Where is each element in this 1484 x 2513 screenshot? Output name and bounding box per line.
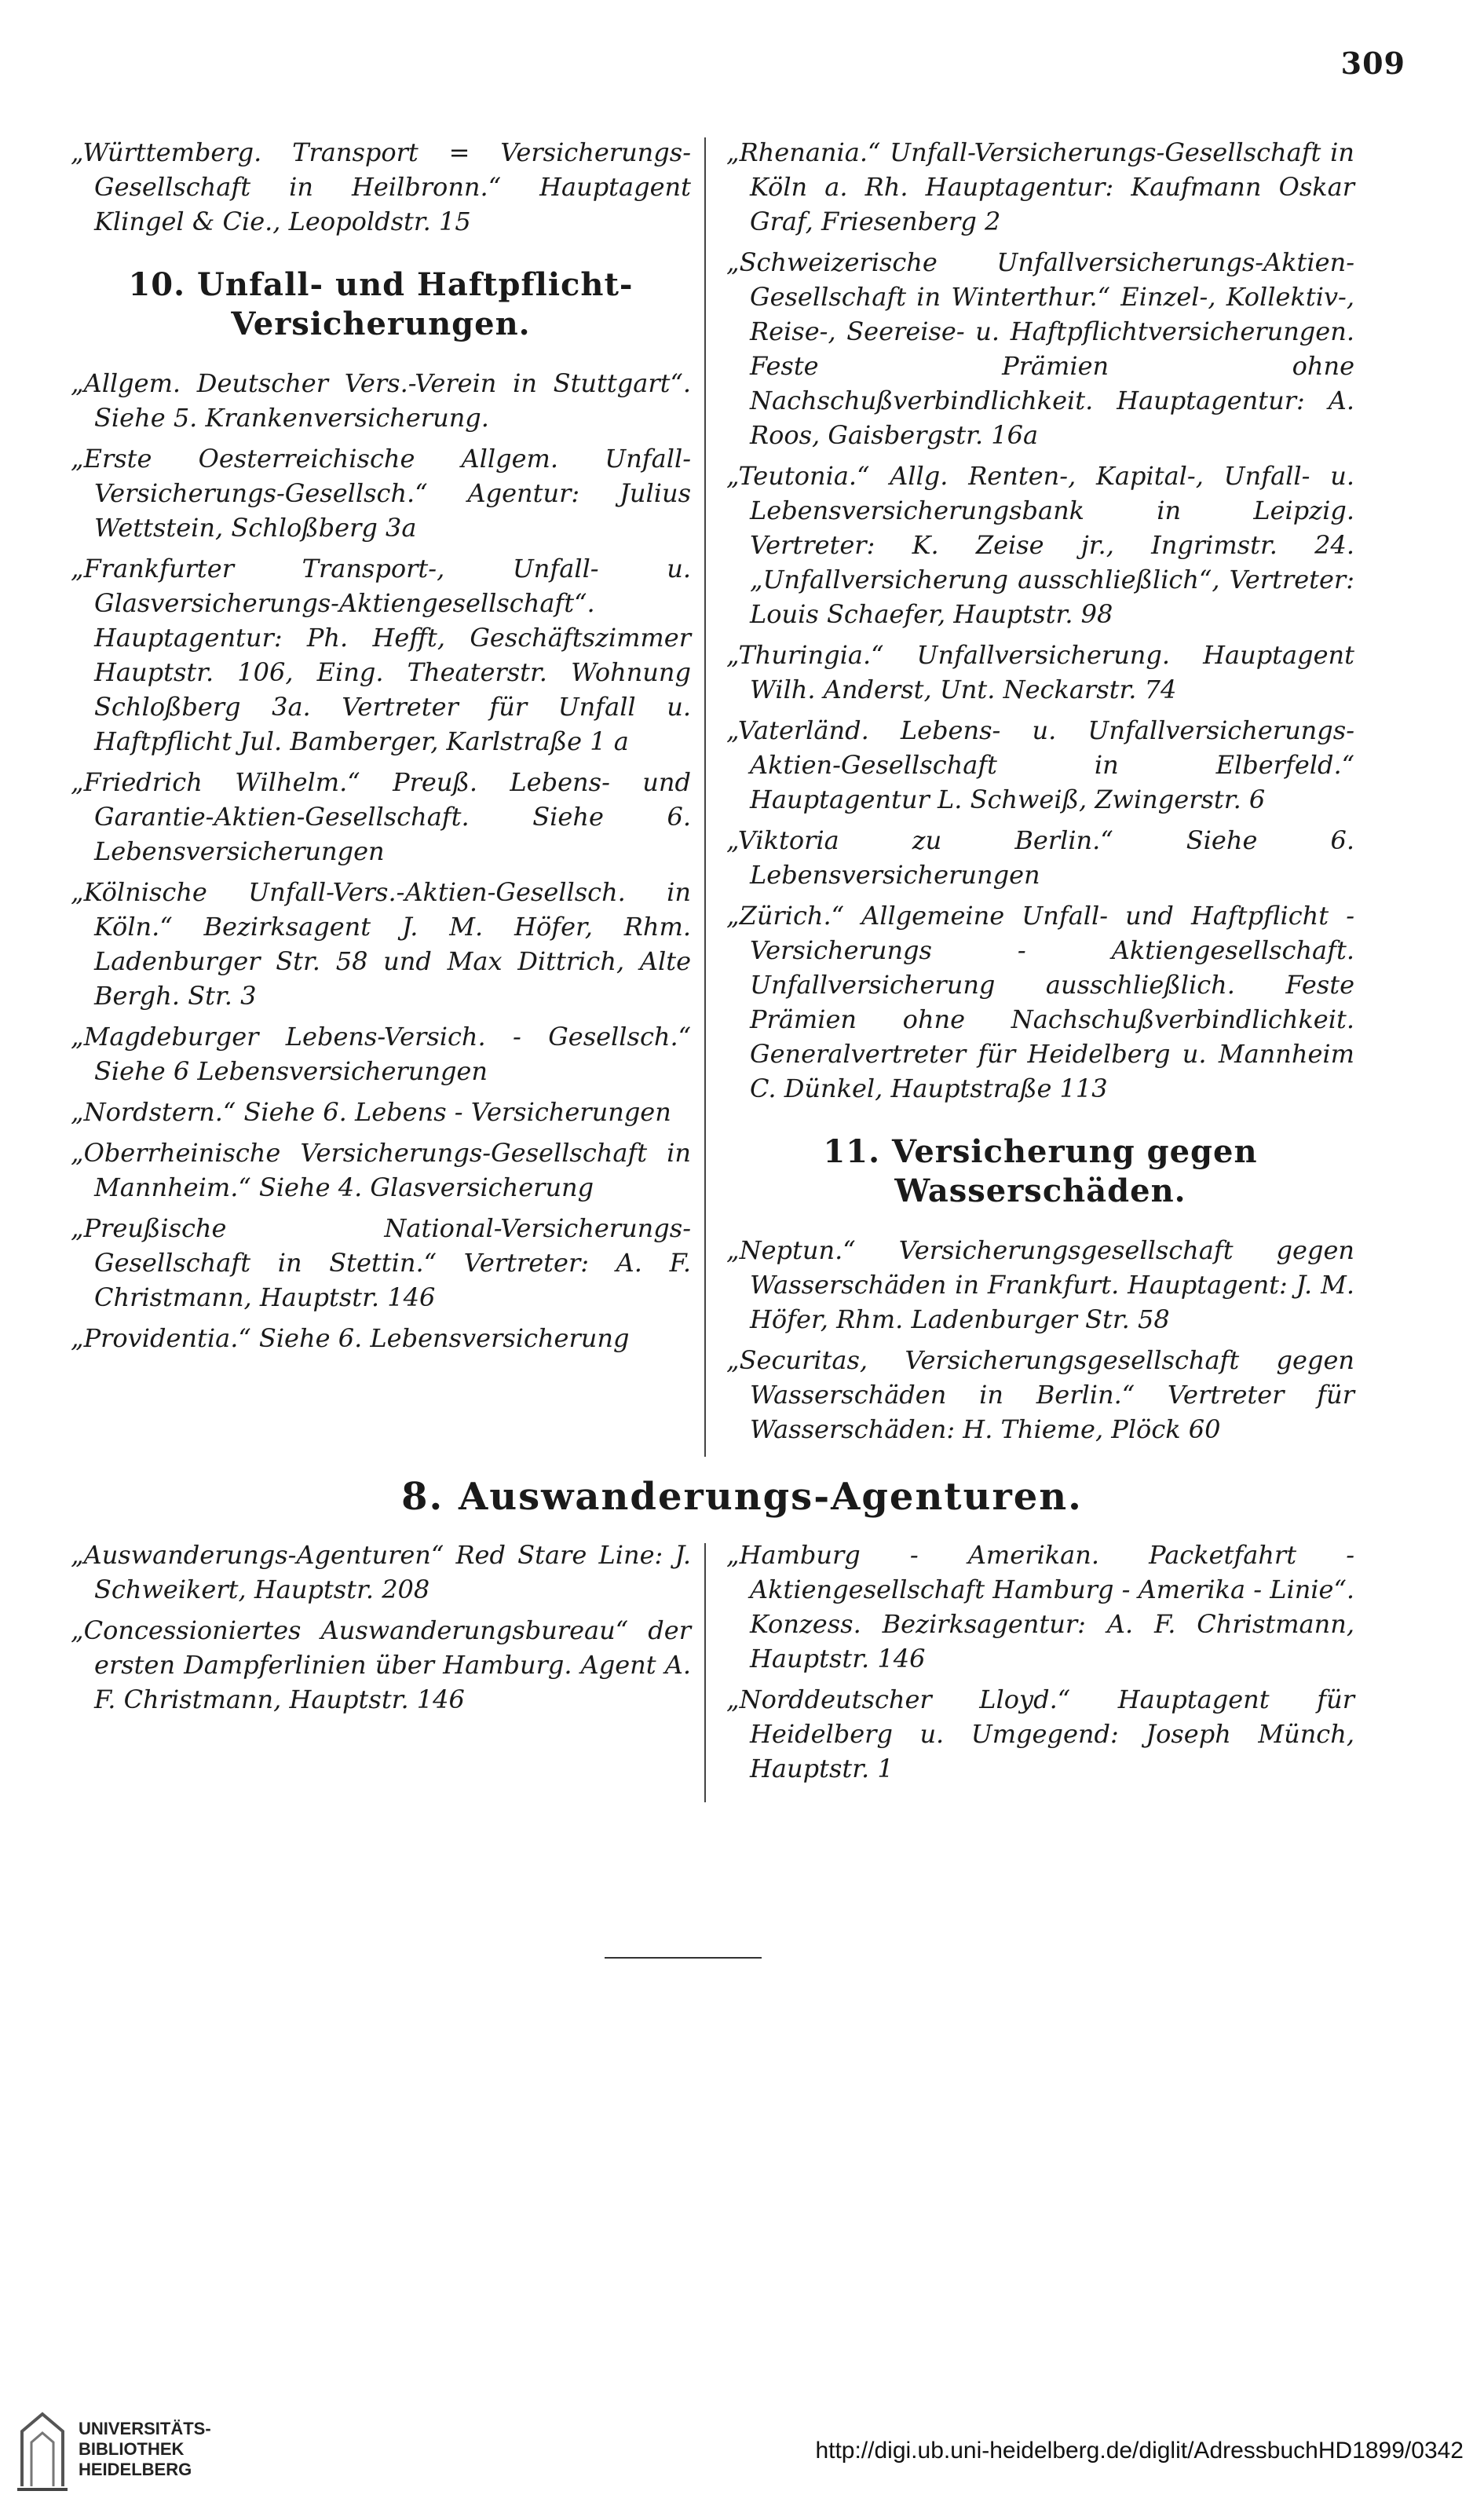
section-heading-8: 8. Auswanderungs-Agenturen. xyxy=(401,1475,1083,1519)
logo-line-2: BIBLIOTHEK xyxy=(79,2439,185,2459)
entry-friedrich-wilhelm: „Friedrich Wilhelm.“ Preuß. Lebens- und Garantie-Aktien-Gesellschaft. Siehe 6. Lebensversicherungen xyxy=(71,767,691,866)
entry-koelnische: „Kölnische Unfall-Vers.-Aktien-Gesellsch. in Köln.“ Bezirksagent J. M. Höfer, Rhm. Ladenburger Str. 58 und Max Dittrich, Alte Bergh. Str. 3 xyxy=(71,877,691,1011)
entry-rhenania: „Rhenania.“ Unfall-Versicherungs-Gesellschaft in Köln a. Rh. Hauptagentur: Kaufmann Oskar Graf, Friesenberg 2 xyxy=(726,137,1354,236)
entry-auswanderungs-agenturen: „Auswanderungs-Agenturen“ Red Stare Line: J. Schweikert, Hauptstr. 208 xyxy=(71,1540,691,1604)
column-divider-top xyxy=(704,137,706,1457)
end-rule xyxy=(605,1957,762,1959)
entry-schweizerische: „Schweizerische Unfallversicherungs-Aktien-Gesellschaft in Winterthur.“ Einzel-, Kollektiv-, Reise-, Seereise- u. Haftpflichtversicherungen. Feste Prämien ohne Nachschußverbindlichkeit. Hauptagentur: A. Roos, Gaisbergstr. 16a xyxy=(726,247,1354,450)
right-column xyxy=(726,135,1354,1453)
left-column xyxy=(71,135,691,1362)
entry-hamburg-amerikan: „Hamburg - Amerikan. Packetfahrt - Aktiengesellschaft Hamburg - Amerika - Linie“. Konzess. Bezirksagentur: A. F. Christmann, Hauptstr. 146 xyxy=(726,1540,1354,1674)
entry-preussische-national: „Preußische National-Versicherungs-Gesellschaft in Stettin.“ Vertreter: A. F. Christmann, Hauptstr. 146 xyxy=(71,1213,691,1312)
entry-oberrheinische: „Oberrheinische Versicherungs-Gesellschaft in Mannheim.“ Siehe 4. Glasversicherung xyxy=(71,1138,691,1202)
entry-thuringia: „Thuringia.“ Unfallversicherung. Hauptagent Wilh. Anderst, Unt. Neckarstr. 74 xyxy=(726,640,1354,704)
entry-zuerich: „Zürich.“ Allgemeine Unfall- und Haftpflicht - Versicherungs - Aktiengesellschaft. Unfallversicherung ausschließlich. Feste Prämien ohne Nachschußverbindlichkeit. Generalvertreter für Heidelberg u. Mannheim C. Dünkel, Hauptstraße 113 xyxy=(726,901,1354,1103)
entry-teutonia: „Teutonia.“ Allg. Renten-, Kapital-, Unfall- u. Lebensversicherungsbank in Leipzig. Vertreter: K. Zeise jr., Ingrimstr. 24. „Unfallversicherung ausschließlich“, Vertreter: Louis Schaefer, Hauptstr. 98 xyxy=(726,461,1354,629)
right-column-section-8 xyxy=(726,1538,1354,1792)
university-seal-icon xyxy=(14,2408,71,2494)
entry-nordstern: „Nordstern.“ Siehe 6. Lebens - Versicherungen xyxy=(71,1097,671,1127)
library-logo-text xyxy=(79,2419,211,2480)
entry-allgem-deutscher: „Allgem. Deutscher Vers.-Verein in Stuttgart“. Siehe 5. Krankenversicherung. xyxy=(71,368,691,433)
entry-norddeutscher-lloyd: „Norddeutscher Lloyd.“ Hauptagent für Heidelberg u. Umgegend: Joseph Münch, Hauptstr. 1 xyxy=(726,1684,1354,1783)
entry-vaterlaendische: „Vaterländ. Lebens- u. Unfallversicherungs-Aktien-Gesellschaft in Elberfeld.“ Hauptagentur L. Schweiß, Zwingerstr. 6 xyxy=(726,715,1354,814)
entry-viktoria: „Viktoria zu Berlin.“ Siehe 6. Lebensversicherungen xyxy=(726,825,1354,890)
section-heading-10: 10. Unfall- und Haftpflicht-Versicherungen. xyxy=(128,266,634,342)
logo-line-3: HEIDELBERG xyxy=(79,2460,192,2479)
entry-concessioniertes: „Concessioniertes Auswanderungsbureau“ der ersten Dampferlinien über Hamburg. Agent A. F. Christmann, Hauptstr. 146 xyxy=(71,1615,691,1714)
section-heading-11: 11. Versicherung gegen Wasserschäden. xyxy=(823,1133,1258,1209)
entry-magdeburger: „Magdeburger Lebens-Versich. - Gesellsch.“ Siehe 6 Lebensversicherungen xyxy=(71,1022,691,1086)
left-column-section-8 xyxy=(71,1538,691,1723)
entry-securitas: „Securitas, Versicherungsgesellschaft gegen Wasserschäden in Berlin.“ Vertreter für Wasserschäden: H. Thieme, Plöck 60 xyxy=(726,1345,1354,1444)
entry-neptun: „Neptun.“ Versicherungsgesellschaft gegen Wasserschäden in Frankfurt. Hauptagent: J. M. Höfer, Rhm. Ladenburger Str. 58 xyxy=(726,1235,1354,1334)
footer xyxy=(0,2387,1484,2513)
entry-providentia: „Providentia.“ Siehe 6. Lebensversicherung xyxy=(71,1323,630,1353)
source-url-link[interactable]: http://digi.ub.uni-heidelberg.de/diglit/AdressbuchHD1899/0342 xyxy=(815,2438,1464,2464)
entry-erste-oesterreichische: „Erste Oesterreichische Allgem. Unfall-Versicherungs-Gesellsch.“ Agentur: Julius Wettstein, Schloßberg 3a xyxy=(71,444,691,543)
page-number: 309 xyxy=(1340,46,1405,81)
logo-line-1: UNIVERSITÄTS- xyxy=(79,2419,211,2438)
entry-frankfurter: „Frankfurter Transport-, Unfall- u. Glasversicherungs-Aktiengesellschaft“. Hauptagentur: Ph. Hefft, Geschäftszimmer Hauptstr. 106, Eing. Theaterstr. Wohnung Schloßberg 3a. Vertreter für Unfall u. Haftpflicht Jul. Bamberger, Karlstraße 1 a xyxy=(71,554,691,756)
entry-wuerttemberg: „Württemberg. Transport = Versicherungs-Gesellschaft in Heilbronn.“ Hauptagent Klingel & Cie., Leopoldstr. 15 xyxy=(71,137,691,236)
column-divider-bottom xyxy=(704,1543,706,1802)
